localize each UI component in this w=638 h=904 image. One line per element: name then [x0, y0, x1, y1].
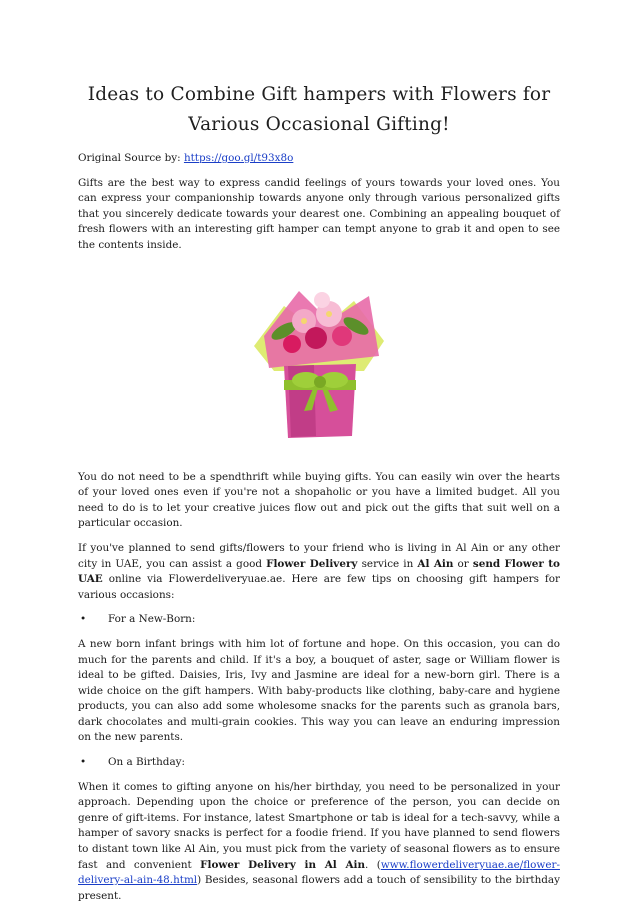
source-label: Original Source by: [78, 152, 184, 164]
bold-flower-delivery-al-ain: Flower Delivery in Al Ain [200, 858, 366, 871]
bullet-new-born [78, 612, 560, 628]
birthday-text-3: ) Besides, seasonal flowers add a touch of sensibility to the birthday present. [78, 874, 560, 902]
new-born-paragraph: A new born infant brings with him lot of fortune and hope. On this occasion, you can do much for the parents and child. If it's a boy, a bouquet of aster, sage or William flower is ideal to be gifted. Daisies, Iris, Ivy and Jasmine are ideal for a new-born girl. There is a wide choice on the gift hampers. With baby-products like clothing, baby-care and hygiene products, you can also add some wholesome snacks for the parents such as granola bars, dark chocolates and multi-grain cookies. This way you can leave an enduring impression on the new parents. [78, 637, 560, 744]
bullet-birthday [78, 755, 560, 771]
bullet-birthday-label: On a Birthday: [108, 756, 186, 769]
flower-gift-image [78, 276, 560, 448]
intro-paragraph: Gifts are the best way to express candid feelings of yours towards your loved ones. You can express your companionship towards anyone only through various personalized gifts that you sincerely dedicate towards your dearest one. Combining an appealing bouquet of fresh flowers with an interesting gift hamper can tempt anyone to grab it and open to see the contents inside. [78, 176, 560, 251]
delivery-text-1: If you've planned to send gifts/flowers to your friend who is living in Al Ain or any other city in UAE, you can assist a good [78, 541, 560, 570]
delivery-text-4: online via Flowerdeliveryuae.ae. Here are few tips on choosing gift hampers for various occasions: [78, 573, 560, 601]
bold-flower-delivery: Flower Delivery [266, 557, 358, 570]
document-title [78, 0, 560, 140]
bullet-icon: • [80, 613, 87, 626]
source-line [78, 151, 560, 167]
delivery-text-3: or [453, 557, 473, 570]
title-line-2: Various Occasional Gifting! [188, 114, 450, 135]
flower-box-illustration [244, 276, 394, 448]
source-link[interactable]: https://goo.gl/t93x8o [183, 152, 294, 164]
bullet-icon: • [80, 756, 87, 769]
budget-paragraph: You do not need to be a spendthrift while buying gifts. You can easily win over the hearts of your loved ones even if you're not a shopaholic or you have a limited budget. All you need to do is to let your creative juices flow out and pick out the gifts that suit well on a particular occasion. [78, 470, 560, 530]
birthday-paragraph [78, 780, 560, 904]
bold-al-ain: Al Ain [417, 557, 454, 570]
title-line-1: Ideas to Combine Gift hampers with Flowers for [87, 84, 551, 105]
birthday-text-1: When it comes to gifting anyone on his/her birthday, you need to be personalized in your approach. Depending upon the choice or preference of the person, you can decide on genre of gift-items. For instance, latest Smartphone or tab is ideal for a tech-savvy, while a hamper of savory snacks is perfect for a foodie friend. If you have planned to send flowers to distant town like Al Ain, you must pick from the variety of seasonal flowers as to ensure fast and convenient [78, 780, 560, 871]
bold-send-flower-uae: send Flower to UAE [78, 557, 560, 586]
flower-delivery-link[interactable]: www.flowerdeliveryuae.ae/flower-delivery-al-ain-48.html [78, 858, 560, 887]
bullet-new-born-label: For a New-Born: [108, 613, 196, 626]
delivery-text-2: service in [357, 557, 418, 570]
birthday-text-2: . ( [365, 858, 381, 871]
delivery-paragraph [78, 541, 560, 603]
